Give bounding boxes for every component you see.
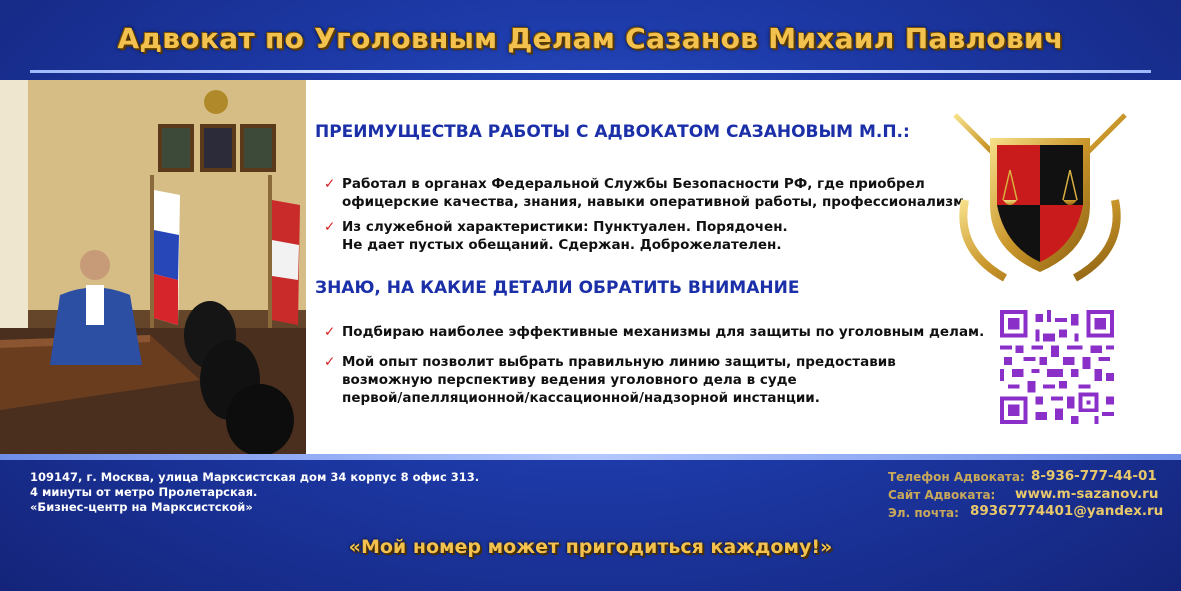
- checkmark-icon: ✓: [324, 354, 336, 370]
- site-link[interactable]: www.m-sazanov.ru: [1015, 486, 1159, 502]
- list-item-text: Не дает пустых обещаний. Сдержан. Доброжелателен.: [342, 237, 782, 253]
- list-item-text: Из служебной характеристики: Пунктуален. Порядочен.: [342, 219, 788, 235]
- list-item-text: Мой опыт позволит выбрать правильную линию защиты, предоставив: [342, 354, 896, 370]
- phone-link[interactable]: 8-936-777-44-01: [1031, 468, 1157, 484]
- list-item-text: офицерские качества, знания, навыки оперативной работы, профессионализм.: [342, 194, 970, 210]
- list-item: [324, 218, 788, 254]
- list-item-text: возможную перспективу ведения уголовного дела в суде: [342, 372, 797, 388]
- office-photo: [0, 80, 306, 454]
- list-item: [324, 175, 970, 211]
- list-item: [324, 323, 985, 341]
- qr-code: [1000, 310, 1114, 424]
- list-item-text: Подбираю наиболее эффективные механизмы для защиты по уголовным делам.: [342, 324, 985, 340]
- site-label: Сайт Адвоката:: [888, 488, 996, 502]
- footer-divider: [0, 454, 1181, 460]
- details-heading: ЗНАЮ, НА КАКИЕ ДЕТАЛИ ОБРАТИТЬ ВНИМАНИЕ: [315, 278, 800, 298]
- checkmark-icon: ✓: [324, 176, 336, 192]
- title-divider: [30, 70, 1151, 73]
- slogan: «Мой номер может пригодиться каждому!»: [348, 536, 833, 558]
- list-item-text: Работал в органах Федеральной Службы Безопасности РФ, где приобрел: [342, 176, 925, 192]
- checkmark-icon: ✓: [324, 324, 336, 340]
- address-block: [30, 470, 479, 515]
- advantages-heading: ПРЕИМУЩЕСТВА РАБОТЫ С АДВОКАТОМ САЗАНОВЫМ М.П.:: [315, 122, 910, 142]
- email-link[interactable]: 89367774401@yandex.ru: [970, 503, 1164, 519]
- email-label: Эл. почта:: [888, 506, 959, 520]
- list-item-text: первой/апелляционной/кассационной/надзорной инстанции.: [342, 390, 820, 406]
- business-center-line: «Бизнес-центр на Марксистской»: [30, 500, 253, 514]
- metro-line: 4 минуты от метро Пролетарская.: [30, 485, 258, 499]
- address-line: 109147, г. Москва, улица Марксистская дом 34 корпус 8 офис 313.: [30, 470, 480, 484]
- checkmark-icon: ✓: [324, 219, 336, 235]
- scales-of-justice-emblem: [945, 110, 1135, 286]
- list-item: [324, 353, 896, 407]
- page-title: Адвокат по Уголовным Делам Сазанов Михаил Павлович: [117, 22, 1064, 55]
- phone-label: Телефон Адвоката:: [888, 470, 1025, 484]
